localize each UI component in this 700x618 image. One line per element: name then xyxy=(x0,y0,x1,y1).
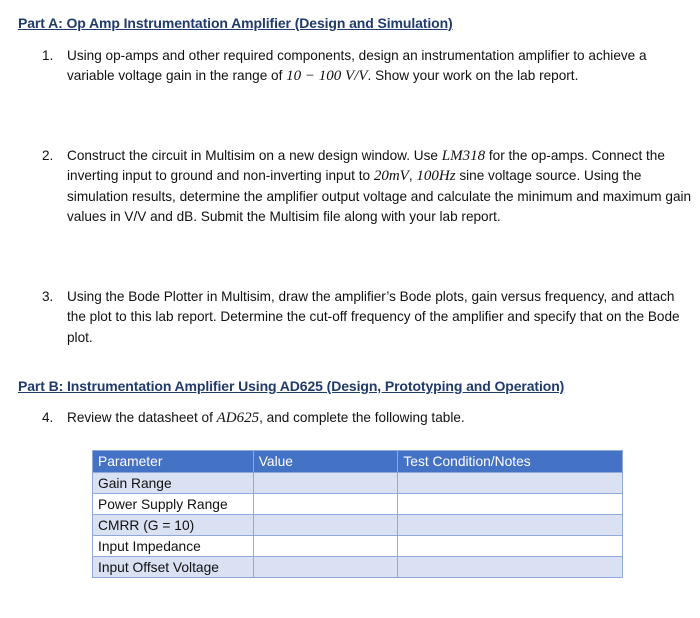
list-item-text xyxy=(67,287,694,348)
parameter-table xyxy=(92,450,623,578)
list-item-1 xyxy=(42,46,694,87)
list-item-number: 3. xyxy=(42,289,54,304)
value-cell[interactable] xyxy=(253,557,398,578)
table-row xyxy=(93,536,623,557)
column-header-parameter: Parameter xyxy=(93,451,254,473)
math-run: 100Hz xyxy=(416,168,456,185)
value-cell[interactable] xyxy=(253,473,398,494)
text-run: , and complete the following table. xyxy=(259,410,465,425)
list-item-number: 4. xyxy=(42,410,54,425)
notes-cell[interactable] xyxy=(398,494,623,515)
list-item-number: 2. xyxy=(42,148,54,163)
list-item-text xyxy=(67,146,694,227)
list-item-2 xyxy=(42,146,694,227)
part-a-heading: Part A: Op Amp Instrumentation Amplifier (Design and Simulation) xyxy=(18,15,453,31)
text-run: Review the datasheet of xyxy=(67,410,217,425)
text-run: Construct the circuit in Multisim on a new design window. Use xyxy=(67,148,442,163)
text-run: . Show your work on the lab report. xyxy=(367,68,579,84)
math-run: 10 − 100 V/V xyxy=(286,68,368,85)
parameter-cell: Power Supply Range xyxy=(93,494,254,515)
column-header-value: Value xyxy=(253,451,398,473)
text-run: Using op-amps and other required components, design an instrumentation amplifier to achieve a variable voltage gain in the range of xyxy=(67,48,647,84)
part-b-heading: Part B: Instrumentation Amplifier Using AD625 (Design, Prototyping and Operation) xyxy=(18,378,565,394)
text-run: Using the Bode Plotter in Multisim, draw the amplifier’s Bode plots, gain versus frequency, and attach the plot to this lab report. Determine the cut-off frequency of the amplifier and specify that on the Bode plot. xyxy=(67,289,680,345)
list-item-text xyxy=(67,46,694,87)
value-cell[interactable] xyxy=(253,515,398,536)
table-row xyxy=(93,515,623,536)
value-cell[interactable] xyxy=(253,494,398,515)
text-run: sine voltage source. Using the simulation results, determine the amplifier output voltage and calculate the minimum and maximum gain values in V/V and dB. Submit the Multisim file along with your lab report. xyxy=(67,168,692,224)
value-cell[interactable] xyxy=(253,536,398,557)
table-row xyxy=(93,557,623,578)
text-run: for the op-amps. Connect the inverting input to ground and non-inverting input to xyxy=(67,148,665,184)
notes-cell[interactable] xyxy=(398,536,623,557)
list-item-3 xyxy=(42,287,694,348)
list-item-text xyxy=(67,408,694,428)
table-row xyxy=(93,494,623,515)
parameter-cell: CMRR (G = 10) xyxy=(93,515,254,536)
parameter-cell: Gain Range xyxy=(93,473,254,494)
text-run: , xyxy=(408,168,417,184)
math-run: AD625 xyxy=(216,410,260,426)
notes-cell[interactable] xyxy=(398,473,623,494)
table-row xyxy=(93,473,623,494)
notes-cell[interactable] xyxy=(398,557,623,578)
parameter-cell: Input Offset Voltage xyxy=(93,557,254,578)
parameter-cell: Input Impedance xyxy=(93,536,254,557)
list-item-4 xyxy=(42,408,694,428)
notes-cell[interactable] xyxy=(398,515,623,536)
math-run: 20mV xyxy=(373,168,409,185)
list-item-number: 1. xyxy=(42,48,54,63)
column-header-notes: Test Condition/Notes xyxy=(398,451,623,473)
table-header-row xyxy=(93,451,623,473)
math-run: LM318 xyxy=(441,148,486,164)
